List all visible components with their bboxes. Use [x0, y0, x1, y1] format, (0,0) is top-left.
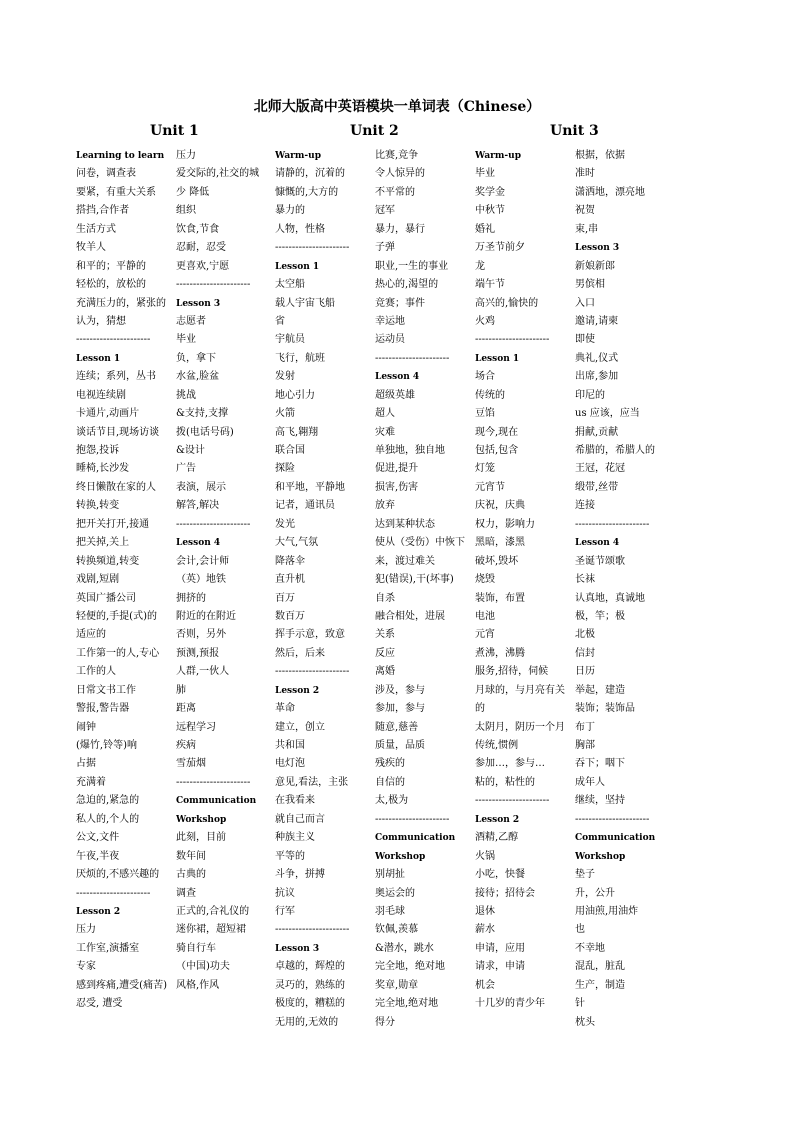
word-entry: 直升机	[275, 574, 305, 586]
word-entry: 邀请,请柬	[575, 315, 619, 327]
section-heading: Lesson 1	[76, 353, 121, 364]
word-entry: 元宵节	[475, 481, 505, 493]
divider: ----------------------	[575, 518, 650, 530]
word-entry: 睡椅,长沙发	[76, 463, 130, 475]
word-entry: 高兴的,愉快的	[475, 297, 539, 309]
word-entry: 质量，品质	[375, 740, 425, 751]
divider: ----------------------	[375, 813, 450, 825]
word-entry: 包括,包含	[475, 445, 519, 456]
word-entry: 圣诞节颂歌	[575, 555, 625, 567]
word-entry: 融合相处，进展	[375, 610, 445, 622]
word-entry: 肺	[176, 684, 186, 696]
word-entry: 谈话节目,现场访谈	[76, 426, 160, 438]
word-entry: 毕业	[176, 334, 196, 346]
word-entry: 典礼,仪式	[575, 352, 619, 364]
word-entry: 服务,招待，伺候	[475, 666, 549, 678]
word-entry: 捐献,贡献	[575, 426, 619, 438]
word-entry: 火鸡	[475, 315, 495, 327]
word-entry: 束,串	[575, 223, 599, 235]
word-entry: 百万	[275, 592, 295, 604]
word-entry: 权力，影响力	[475, 518, 535, 530]
word-entry: 日历	[575, 666, 595, 678]
word-entry: 忍受, 遭受	[76, 998, 123, 1010]
word-entry: 中秋节	[475, 205, 505, 217]
word-entry: 建立，创立	[275, 721, 325, 733]
section-heading: Lesson 1	[475, 353, 520, 364]
word-entry: 信封	[575, 647, 595, 659]
word-entry: 继续，坚持	[575, 795, 625, 807]
word-entry: 预测,预报	[176, 647, 220, 659]
word-entry: 入口	[575, 297, 595, 309]
word-entry: 灯笼	[475, 463, 495, 475]
divider: ----------------------	[575, 813, 650, 825]
word-entry: 端午节	[475, 279, 505, 291]
word-entry: 请求，申请	[475, 961, 525, 973]
divider: ----------------------	[475, 795, 550, 807]
word-entry: 现今,现在	[475, 426, 519, 438]
word-entry: 距离	[176, 703, 196, 715]
word-entry: 退休	[475, 905, 495, 917]
word-entry: 解答,解决	[176, 500, 220, 512]
word-entry: 把开关打开,接通	[76, 518, 150, 530]
word-entry: 高飞,翱翔	[275, 426, 319, 438]
word-entry: 否则，另外	[176, 629, 226, 641]
word-entry: 龙	[475, 260, 485, 272]
word-entry: 感到疼痛,遭受(痛苦)	[76, 979, 167, 991]
section-heading: Lesson 3	[275, 943, 320, 954]
word-entry: 人群,一伙人	[176, 666, 230, 678]
word-entry: 午夜,半夜	[76, 850, 120, 862]
word-entry: 轻松的，放松的	[76, 279, 146, 291]
word-entry: 钦佩,羡慕	[375, 924, 419, 936]
word-entry: 比赛,竞争	[375, 150, 419, 161]
word-entry: 转换,转变	[76, 500, 120, 512]
word-entry: 小吃，快餐	[475, 869, 525, 881]
word-entry: 大气,气氛	[275, 537, 319, 549]
word-entry: 豆馅	[475, 408, 495, 420]
word-entry: 得分	[375, 1016, 395, 1028]
word-entry: 压力	[76, 924, 96, 936]
word-entry: 表演，展示	[176, 481, 226, 493]
word-column	[375, 147, 477, 1032]
word-entry: 举起，建造	[575, 684, 625, 696]
word-entry: 促进,提升	[375, 463, 419, 475]
divider: ----------------------	[76, 887, 151, 899]
word-entry: 出席,参加	[575, 371, 619, 383]
word-entry: 自杀	[375, 592, 395, 604]
word-entry: 的	[475, 703, 485, 715]
word-entry: 问卷，调查表	[76, 168, 136, 180]
word-entry: 负，拿下	[176, 352, 216, 364]
word-entry: 酒精,乙醇	[475, 832, 519, 844]
word-column	[76, 147, 178, 1014]
word-entry: 联合国	[275, 445, 305, 456]
word-entry: &支持,支撑	[176, 408, 229, 420]
word-entry: 发射	[275, 371, 295, 383]
section-heading: Workshop	[176, 814, 227, 825]
word-entry: 火箭	[275, 408, 295, 420]
word-entry: 少 降低	[176, 186, 210, 198]
word-entry: 在我看来	[275, 795, 315, 807]
word-entry: 暴力，暴行	[375, 223, 425, 235]
word-entry: 参加，参与	[375, 703, 425, 715]
word-entry: 电灯泡	[275, 758, 305, 770]
section-heading: Workshop	[575, 851, 626, 862]
word-entry: 毕业	[475, 168, 495, 180]
word-entry: 火锅	[475, 850, 495, 862]
word-entry: 组织	[176, 205, 196, 217]
page-title: 北师大版高中英语模块一单词表（Chinese）	[253, 99, 541, 115]
word-entry: 羽毛球	[375, 905, 405, 917]
word-entry: 忍耐，忍受	[176, 242, 226, 254]
word-entry: 奥运会的	[375, 887, 415, 899]
word-entry: 志愿者	[176, 315, 206, 327]
word-entry: 放弃	[375, 500, 395, 512]
word-entry: 令人惊异的	[375, 168, 425, 180]
word-entry: 牧羊人	[76, 242, 106, 254]
word-entry: 工作的人	[76, 666, 116, 678]
word-entry: &潜水，跳水	[375, 942, 434, 954]
word-entry: 就自己而言	[275, 813, 325, 825]
word-entry: 别胡扯	[375, 869, 405, 881]
word-entry: 超级英雄	[375, 389, 415, 401]
word-entry: 生产，制造	[575, 979, 625, 991]
section-heading: Lesson 4	[176, 538, 221, 549]
word-entry: 薪水	[475, 924, 495, 936]
word-entry: 庆祝，庆典	[475, 500, 525, 512]
section-heading: Lesson 2	[275, 685, 320, 696]
word-entry: 降落伞	[275, 555, 305, 567]
word-entry: 王冠，花冠	[575, 463, 625, 475]
word-entry: 用油煎,用油炸	[575, 905, 639, 917]
word-entry: 共和国	[275, 740, 305, 751]
word-entry: 充满压力的，紧张的	[76, 297, 166, 309]
section-heading: Warm-up	[475, 151, 521, 161]
word-entry: 场合	[475, 371, 495, 383]
word-entry: 平等的	[275, 850, 305, 862]
word-entry: 吞下；咽下	[575, 758, 625, 770]
word-entry: 此刻，目前	[176, 832, 226, 844]
word-entry: 种族主义	[275, 832, 315, 844]
word-entry: 压力	[176, 150, 196, 161]
word-entry: 运动员	[375, 334, 405, 346]
word-entry: 十几岁的青少年	[475, 998, 545, 1010]
word-entry: 英国广播公司	[76, 592, 136, 604]
word-entry: 风格,作风	[176, 979, 220, 991]
section-heading: Lesson 3	[176, 298, 221, 309]
word-entry: 工作室,演播室	[76, 942, 140, 954]
word-entry: 离婚	[375, 666, 395, 678]
word-entry: 拨(电话号码)	[176, 426, 234, 438]
word-entry: 无用的,无效的	[275, 1016, 339, 1028]
word-entry: 灾难	[375, 426, 395, 438]
section-heading: Lesson 4	[575, 538, 620, 549]
word-entry: 装饰，布置	[475, 592, 525, 604]
divider: ----------------------	[76, 334, 151, 346]
divider: ----------------------	[375, 352, 450, 364]
word-entry: 职业,一生的事业	[375, 260, 449, 272]
word-entry: 地心引力	[275, 389, 315, 401]
word-entry: 适应的	[76, 629, 106, 641]
word-entry: 占据	[76, 758, 96, 770]
word-entry: 希腊的，希腊人的	[575, 445, 655, 456]
word-entry: 缎带,丝带	[575, 481, 619, 493]
section-heading: Communication	[575, 833, 656, 844]
word-entry: 损害,伤害	[375, 481, 419, 493]
word-entry: 和平的；平静的	[76, 260, 146, 272]
unit-heading: Unit 1	[150, 123, 199, 139]
section-heading: Communication	[375, 833, 456, 844]
word-entry: 卡通片,动画片	[76, 408, 140, 420]
word-entry: 子弹	[375, 242, 395, 254]
word-entry: 公文,文件	[76, 832, 120, 844]
word-entry: 终日懒散在家的人	[76, 481, 156, 493]
word-entry: 传统的	[475, 389, 505, 401]
word-entry: 搭挡,合作者	[76, 205, 130, 217]
word-entry: 混乱，脏乱	[575, 961, 625, 973]
word-entry: 奖学金	[475, 186, 505, 198]
word-entry: 婚礼	[475, 223, 495, 235]
word-entry: 数百万	[275, 610, 305, 622]
word-entry: 极度的，糟糕的	[275, 998, 345, 1010]
word-entry: 把关掉,关上	[76, 537, 130, 549]
section-heading: Communication	[176, 796, 257, 807]
word-entry: 饮食,节食	[176, 223, 220, 235]
word-entry: 烧毁	[475, 574, 495, 586]
word-entry: 长袜	[575, 574, 595, 586]
word-entry: 暴力的	[275, 205, 305, 217]
word-entry: us 应该，应当	[575, 408, 640, 420]
word-entry: 认真地，真诚地	[575, 592, 645, 604]
unit-heading: Unit 3	[550, 123, 599, 139]
word-entry: 幸运地	[375, 315, 405, 327]
word-entry: 来，渡过难关	[375, 555, 435, 567]
word-entry: 参加…，参与…	[475, 758, 545, 770]
word-column	[275, 147, 377, 1032]
word-entry: &设计	[176, 445, 205, 456]
word-entry: 完全地，绝对地	[375, 961, 445, 973]
word-entry: 生活方式	[76, 223, 116, 235]
word-entry: 迷你裙，超短裙	[176, 924, 246, 936]
word-entry: 慷慨的,大方的	[275, 186, 339, 198]
word-entry: 根据，依据	[575, 150, 625, 161]
section-heading: Workshop	[375, 851, 426, 862]
word-entry: 雪茄烟	[176, 758, 206, 770]
word-entry: 挥手示意，致意	[275, 629, 345, 641]
section-heading: Learning to learn	[76, 151, 165, 161]
word-entry: 申请，应用	[475, 942, 525, 954]
word-entry: （中国)功夫	[176, 961, 230, 973]
word-entry: 和平地，平静地	[275, 481, 345, 493]
section-heading: Lesson 3	[575, 243, 620, 254]
word-entry: 自信的	[375, 776, 405, 788]
word-entry: 转换频道,转变	[76, 555, 140, 567]
word-entry: 新娘新郎	[575, 260, 615, 272]
word-entry: 探险	[275, 463, 295, 475]
word-entry: 使从（受伤）中恢下	[375, 537, 465, 549]
word-entry: 成年人	[575, 776, 605, 788]
word-entry: 疾病	[176, 740, 196, 751]
divider: ----------------------	[475, 334, 550, 346]
divider: ----------------------	[176, 279, 251, 291]
word-column	[475, 147, 577, 1014]
word-column	[176, 147, 278, 995]
word-entry: 正式的,合礼仪的	[176, 905, 250, 917]
word-entry: 发光	[275, 518, 295, 530]
word-entry: 关系	[375, 629, 395, 641]
word-entry: 数年间	[176, 850, 206, 862]
word-column	[575, 147, 677, 1032]
word-entry: 意见,看法，主张	[275, 776, 349, 788]
word-entry: 潇洒地，漂亮地	[575, 186, 645, 198]
word-entry: 行军	[275, 905, 295, 917]
section-heading: Lesson 1	[275, 261, 320, 272]
word-entry: 然后，后来	[275, 647, 325, 659]
word-entry: 宇航员	[275, 334, 305, 346]
word-entry: 载人宇宙飞船	[275, 297, 335, 309]
word-entry: 垫子	[575, 869, 595, 881]
divider: ----------------------	[176, 518, 251, 530]
word-entry: 传统,惯例	[475, 740, 519, 751]
word-entry: 请静的，沉着的	[275, 168, 345, 180]
word-entry: 更喜欢,宁愿	[176, 260, 230, 272]
word-entry: 不幸地	[575, 942, 605, 954]
word-entry: 完全地,绝对地	[375, 998, 439, 1010]
word-entry: 反应	[375, 647, 395, 659]
word-entry: 记者，通讯员	[275, 500, 335, 512]
word-entry: 元宵	[475, 629, 495, 641]
word-entry: 竞赛；事件	[375, 297, 425, 309]
word-entry: 涉及，参与	[375, 684, 425, 696]
section-heading: Lesson 2	[475, 814, 520, 825]
word-entry: 戏剧,短剧	[76, 574, 120, 586]
word-entry: 超人	[375, 408, 395, 420]
word-entry: 针	[575, 998, 585, 1010]
word-entry: 达到某种状态	[375, 518, 435, 530]
word-entry: 祝贺	[575, 205, 595, 217]
word-entry: 广告	[176, 463, 196, 475]
word-entry: 工作第一的人,专心	[76, 647, 160, 659]
word-entry: 抗议	[275, 887, 295, 899]
word-entry: 太阴月，阴历一个月	[475, 721, 565, 733]
word-entry: 冠军	[375, 205, 395, 217]
word-entry: 古典的	[176, 869, 206, 881]
word-entry: 准时	[575, 168, 595, 180]
word-entry: 斗争，拼搏	[275, 869, 325, 881]
section-heading: Warm-up	[275, 151, 321, 161]
word-entry: 也	[575, 924, 585, 936]
word-entry: 调查	[176, 887, 196, 899]
word-entry: 布丁	[575, 721, 595, 733]
word-entry: 机会	[475, 979, 495, 991]
word-entry: 升，公升	[575, 887, 615, 899]
word-entry: 黑暗，漆黑	[475, 537, 525, 549]
word-entry: 闹钟	[76, 721, 96, 733]
word-entry: 厌烦的,不感兴趣的	[76, 869, 160, 881]
word-entry: 拥挤的	[176, 592, 206, 604]
word-entry: 万圣节前夕	[475, 242, 525, 254]
word-entry: 残疾的	[375, 758, 405, 770]
divider: ----------------------	[275, 924, 350, 936]
word-entry: 革命	[275, 703, 295, 715]
word-entry: 警报,警告器	[76, 703, 130, 715]
word-entry: 印尼的	[575, 389, 605, 401]
word-entry: 附近的在附近	[176, 610, 236, 622]
word-entry: 充满着	[76, 776, 106, 788]
word-entry: 灵巧的，熟练的	[275, 979, 345, 991]
word-entry: 接待；招待会	[475, 887, 535, 899]
word-entry: 私人的,个人的	[76, 813, 140, 825]
word-entry: 轻便的,手提(式)的	[76, 610, 157, 622]
word-entry: 水盆,脸盆	[176, 371, 220, 383]
word-entry: 胸部	[575, 740, 595, 751]
word-entry: 月球的，与月亮有关	[475, 684, 565, 696]
word-entry: 连接	[575, 500, 595, 512]
word-entry: 连续；系列，丛书	[76, 371, 156, 383]
divider: ----------------------	[275, 666, 350, 678]
word-entry: (爆竹,铃等)响	[76, 740, 137, 751]
word-entry: 挑战	[176, 389, 196, 401]
word-entry: 人物，性格	[275, 223, 325, 235]
word-entry: 飞行，航班	[275, 352, 325, 364]
word-entry: 太空船	[275, 279, 305, 291]
word-entry: 卓越的，辉煌的	[275, 961, 345, 973]
word-entry: 太,极为	[375, 795, 409, 807]
word-entry: 日常文书工作	[76, 684, 136, 696]
section-heading: Lesson 2	[76, 906, 121, 917]
word-entry: 极，竿；极	[575, 610, 625, 622]
word-entry: 急迫的,紧急的	[76, 795, 140, 807]
word-entry: 奖章,勋章	[375, 979, 419, 991]
word-entry: 远程学习	[176, 721, 216, 733]
word-entry: 枕头	[575, 1016, 595, 1028]
word-entry: 随意,慈善	[375, 721, 419, 733]
word-entry: 爱交际的,社交的城	[176, 168, 260, 180]
word-entry: 省	[275, 315, 285, 327]
word-entry: 煮沸，沸腾	[475, 647, 525, 659]
word-entry: 电池	[475, 610, 495, 622]
word-entry: 热心的,渴望的	[375, 279, 439, 291]
word-entry: 认为，猜想	[76, 315, 126, 327]
section-heading: Lesson 4	[375, 372, 420, 383]
word-entry: 北极	[575, 629, 595, 641]
word-entry: 粘的，粘性的	[475, 776, 535, 788]
unit-heading: Unit 2	[350, 123, 399, 139]
word-entry: 犯(错误),干(坏事)	[375, 574, 454, 586]
word-entry: 即使	[575, 334, 595, 346]
word-entry: 装饰；装饰品	[575, 703, 635, 715]
word-entry: 会计,会计师	[176, 555, 230, 567]
word-entry: 电视连续剧	[76, 389, 126, 401]
word-entry: 骑自行车	[176, 942, 216, 954]
word-entry: 单独地，独自地	[375, 445, 445, 456]
divider: ----------------------	[275, 242, 350, 254]
divider: ----------------------	[176, 776, 251, 788]
word-entry: 专家	[76, 961, 96, 973]
word-entry: 要紧，有重大关系	[76, 186, 156, 198]
word-entry: 不平常的	[375, 186, 415, 198]
word-entry: 破坏,毁坏	[475, 555, 519, 567]
word-entry: 男傧相	[575, 279, 605, 291]
word-entry: （英）地铁	[176, 574, 226, 586]
word-entry: 抱怨,投诉	[76, 445, 120, 456]
